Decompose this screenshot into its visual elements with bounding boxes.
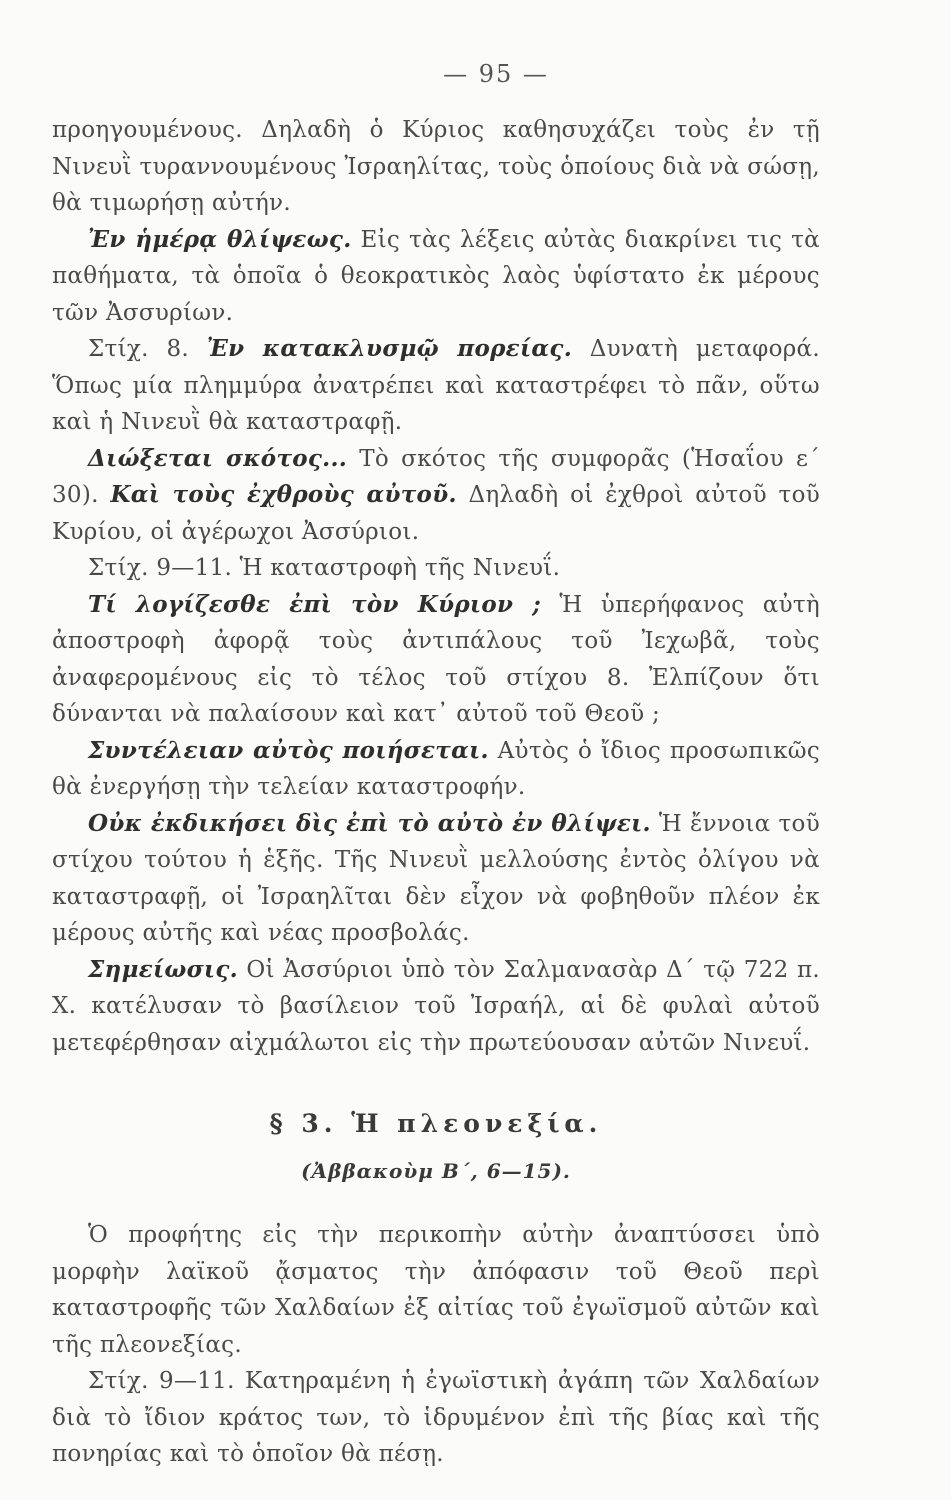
section-title: § 3. Ἡ πλεονεξία. bbox=[269, 1109, 603, 1138]
paragraph bbox=[52, 1217, 820, 1363]
paragraph bbox=[52, 222, 820, 332]
paragraph bbox=[52, 806, 820, 952]
paragraph bbox=[52, 331, 820, 441]
body-text-bottom bbox=[52, 1217, 820, 1473]
body-text-top bbox=[52, 112, 820, 1061]
paragraph-text: Οἱ Ἀσσύριοι ὑπὸ τὸν Σαλμανασὰρ Δ΄ τῷ 722 π. Χ. κατέλυσαν τὸ βασίλειον τοῦ Ἰσραήλ, αἱ δὲ φυλαὶ αὐτοῦ μετεφέρθησαν αἰχμάλωτοι εἰς τὴν πρωτεύουσαν αὐτῶν Νινευΐ. bbox=[52, 956, 820, 1056]
lemma-text: Σημείωσις. bbox=[88, 955, 238, 983]
paragraph-text: Στίχ. 9—11. Κατηραμένη ἡ ἐγωϊστικὴ ἀγάπη τῶν Χαλδαίων διὰ τὸ ἴδιον κράτος των, τὸ ἱδρυμένον ἐπὶ τῆς βίας καὶ τῆς πονηρίας καὶ τὸ ὁποῖον θὰ πέσῃ. bbox=[52, 1368, 820, 1467]
paragraph-text: Ὁ προφήτης εἰς τὴν περικοπὴν αὐτὴν ἀναπτύσσει ὑπὸ μορφὴν λαϊκοῦ ᾄσματος τὴν ἀπόφασιν τοῦ Θεοῦ περὶ καταστροφῆς τῶν Χαλδαίων ἐξ αἰτίας τοῦ ἐγωϊσμοῦ αὐτῶν καὶ τῆς πλεονεξίας. bbox=[52, 1222, 820, 1358]
paragraph bbox=[52, 587, 820, 733]
section-subtitle: (Ἀββακοὺμ Β΄, 6—15). bbox=[301, 1159, 571, 1183]
paragraph-text: Δυνατὴ μεταφορά. Ὅπως μία πλημμύρα ἀνατρέπει καὶ καταστρέφει τὸ πᾶν, οὕτω καὶ ἡ Νινευῒ θὰ καταστραφῇ. bbox=[52, 336, 820, 435]
paragraph bbox=[52, 550, 820, 587]
lemma-text: Συντέλειαν αὐτὸς ποιήσεται. bbox=[88, 736, 489, 764]
page-number: — 95 — bbox=[443, 60, 549, 88]
paragraph-text: Δηλαδὴ οἱ ἐχθροὶ αὐτοῦ τοῦ Κυρίου, οἱ ἀγέρωχοι Ἀσσύριοι. bbox=[52, 482, 821, 545]
lemma-text: Ἐν κατακλυσμῷ πορείας. bbox=[206, 335, 573, 362]
lemma-text: Οὐκ ἐκδικήσει δὶς ἐπὶ τὸ αὐτὸ ἐν θλίψει. bbox=[88, 809, 651, 837]
paragraph-text: προηγουμένους. Δηλαδὴ ὁ Κύριος καθησυχάζει τοὺς ἐν τῇ Νινευῒ τυραννουμένους Ἰσραηλίτας, τοὺς ὁποίους διὰ νὰ σώσῃ, θὰ τιμωρήσῃ αὐτήν. bbox=[52, 117, 820, 216]
paragraph bbox=[52, 952, 820, 1062]
page bbox=[52, 60, 820, 1473]
paragraph-text: Ἡ ἔννοια τοῦ στίχου τούτου ἡ ἑξῆς. Τῆς Νινευῒ μελλούσης ἐντὸς ὀλίγου νὰ καταστραφῇ, οἱ Ἰσραηλῖται δὲν εἶχον νὰ φοβηθοῦν πλέον ἐκ μέρους αὐτῆς καὶ νέας προσβολάς. bbox=[52, 810, 820, 946]
paragraph bbox=[52, 441, 820, 551]
paragraph-text: Στίχ. 9—11. Ἡ καταστροφὴ τῆς Νινευΐ. bbox=[88, 555, 561, 581]
lemma-text: Καὶ τοὺς ἐχθροὺς αὐτοῦ. bbox=[110, 481, 457, 508]
lemma-text: Ἐν ἡμέρᾳ θλίψεως. bbox=[88, 225, 352, 253]
lemma-text: Διώξεται σκότος... bbox=[88, 444, 348, 472]
paragraph bbox=[52, 112, 820, 222]
paragraph-text: Εἰς τὰς λέξεις αὐτὰς διακρίνει τις τὰ παθήματα, τὰ ὁποῖα ὁ θεοκρατικὸς λαὸς ὑφίστατο ἐκ μέρους τῶν Ἀσσυρίων. bbox=[52, 226, 821, 326]
paragraph-text: Αὐτὸς ὁ ἴδιος προσωπικῶς θὰ ἐνεργήσῃ τὴν τελείαν καταστροφήν. bbox=[52, 737, 820, 800]
paragraph bbox=[52, 1363, 820, 1473]
paragraph-text: Ἡ ὑπερήφανος αὐτὴ ἀποστροφὴ ἀφορᾷ τοὺς ἀντιπάλους τοῦ Ἰεχωβᾶ, τοὺς ἀναφερομένους εἰς τὸ τέλος τοῦ στίχου 8. Ἐλπίζουν ὅτι δύνανται νὰ παλαίσουν καὶ κατ᾽ αὐτοῦ τοῦ Θεοῦ ; bbox=[52, 591, 820, 727]
lemma-text: Τί λογίζεσθε ἐπὶ τὸν Κύριον ; bbox=[88, 590, 542, 618]
paragraph bbox=[52, 733, 820, 806]
paragraph-text: Τὸ σκότος τῆς συμφορᾶς (Ἡσαΐου ε΄ 30). bbox=[52, 445, 820, 508]
paragraph-text: Στίχ. 8. bbox=[88, 336, 207, 362]
